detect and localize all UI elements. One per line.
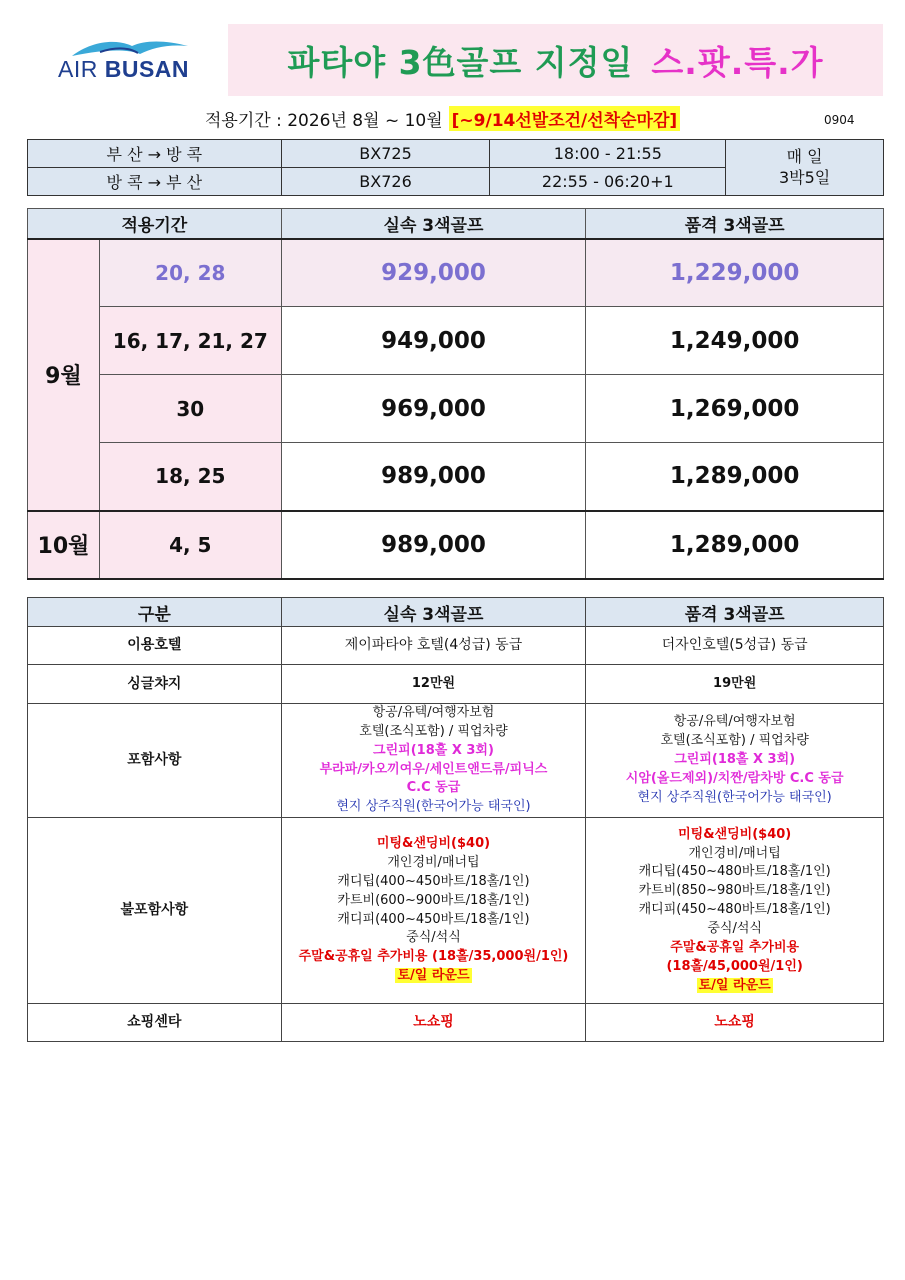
departure-days: 16, 17, 21, 27 xyxy=(99,307,281,375)
excluded-item: (18홀/45,000원/1인) xyxy=(666,958,803,974)
flight-route: 부 산 → 방 콕 xyxy=(28,140,282,168)
included-item: 현지 상주직원(한국어가능 태국인) xyxy=(336,799,531,815)
included-item: 그린피(18홀 X 3회) xyxy=(373,742,494,758)
departure-days: 20, 28 xyxy=(99,239,281,307)
basic-price: 989,000 xyxy=(281,443,586,511)
basic-price: 929,000 xyxy=(281,239,586,307)
included-item: 항공/유텍/여행자보험 xyxy=(372,705,495,720)
excluded-item: 캐디팁(450~480바트/18홀/1인) xyxy=(638,864,831,880)
excluded-item: 개인경비/매너팁 xyxy=(387,855,480,871)
basic-single-charge: 12만원 xyxy=(281,665,586,704)
detail-header-row xyxy=(28,598,884,627)
flight-table xyxy=(27,139,884,196)
excluded-item: 토/일 라운드 xyxy=(397,968,470,984)
flight-time: 18:00 - 21:55 xyxy=(490,140,726,168)
excluded-item: 개인경비/매너팁 xyxy=(688,845,781,861)
period-highlight: [~9/14선발조건/선착순마감] xyxy=(449,106,681,131)
document-code: 0904 xyxy=(824,113,855,127)
included-label: 포함사항 xyxy=(28,704,282,818)
flight-time: 22:55 - 06:20+1 xyxy=(490,168,726,196)
included-item: 호텔(조식포함) / 픽업차량 xyxy=(660,733,809,749)
price-row xyxy=(28,443,884,511)
flight-row xyxy=(28,140,884,168)
premium-price: 1,269,000 xyxy=(586,375,884,443)
frequency: 매 일 xyxy=(786,146,823,166)
header-period: 적용기간 xyxy=(28,209,282,239)
header-premium: 품격 3색골프 xyxy=(586,598,884,627)
shopping-row xyxy=(28,1004,884,1042)
air-busan-logo xyxy=(58,38,198,82)
included-item: 현지 상주직원(한국어가능 태국인) xyxy=(637,789,832,805)
excluded-item: 캐디피(450~480바트/18홀/1인) xyxy=(638,902,831,918)
included-item: 호텔(조식포함) / 픽업차량 xyxy=(359,723,508,739)
basic-excluded xyxy=(281,818,586,1004)
price-row xyxy=(28,307,884,375)
hotel-label: 이용호텔 xyxy=(28,627,282,665)
excluded-item: 카트비(850~980바트/18홀/1인) xyxy=(638,883,831,899)
detail-table xyxy=(27,597,884,1042)
flight-number: BX726 xyxy=(281,168,490,196)
month-label: 10월 xyxy=(28,511,100,579)
premium-shopping: 노쇼핑 xyxy=(586,1004,884,1042)
excluded-item: 중식/석식 xyxy=(707,920,762,936)
excluded-item: 카트비(600~900바트/18홀/1인) xyxy=(337,892,530,908)
excluded-item: 미팅&샌딩비($40) xyxy=(678,826,792,842)
excluded-item: 토/일 라운드 xyxy=(698,977,771,993)
flight-schedule xyxy=(726,140,884,196)
title-banner xyxy=(228,24,883,96)
included-row xyxy=(28,704,884,818)
price-row xyxy=(28,239,884,307)
banner-title: 파타야 3色골프 지정일 xyxy=(287,42,634,82)
premium-hotel: 더자인호텔(5성급) 동급 xyxy=(586,627,884,665)
departure-days: 18, 25 xyxy=(99,443,281,511)
period-text: 적용기간 : 2026년 8월 ~ 10월 xyxy=(205,111,443,131)
banner-special: 스.팟.특.가 xyxy=(651,42,824,82)
basic-included xyxy=(281,704,586,818)
excluded-label: 불포함사항 xyxy=(28,818,282,1004)
single-charge-row xyxy=(28,665,884,704)
included-item: 그린피(18홀 X 3회) xyxy=(674,752,796,768)
header-basic: 실속 3색골프 xyxy=(281,209,586,239)
price-row xyxy=(28,511,884,579)
header-premium: 품격 3색골프 xyxy=(586,209,884,239)
premium-excluded xyxy=(586,818,884,1004)
premium-price: 1,249,000 xyxy=(586,307,884,375)
departure-days: 4, 5 xyxy=(99,511,281,579)
included-item: 시암(올드제외)/치짠/람차방 C.C 동급 xyxy=(625,770,844,786)
logo-prefix: AIR xyxy=(58,56,98,82)
single-charge-label: 싱글챠지 xyxy=(28,665,282,704)
excluded-row xyxy=(28,818,884,1004)
application-period xyxy=(205,106,680,131)
included-item: C.C 동급 xyxy=(406,780,461,796)
premium-included xyxy=(586,704,884,818)
price-row xyxy=(28,375,884,443)
excluded-item: 중식/석식 xyxy=(406,930,461,946)
premium-price: 1,229,000 xyxy=(586,239,884,307)
price-table xyxy=(27,208,884,580)
logo-name: BUSAN xyxy=(104,56,190,82)
header-category: 구분 xyxy=(28,598,282,627)
basic-price: 949,000 xyxy=(281,307,586,375)
premium-single-charge: 19만원 xyxy=(586,665,884,704)
price-header-row xyxy=(28,209,884,239)
premium-price: 1,289,000 xyxy=(586,511,884,579)
basic-price: 969,000 xyxy=(281,375,586,443)
basic-shopping: 노쇼핑 xyxy=(281,1004,586,1042)
basic-price: 989,000 xyxy=(281,511,586,579)
logo-text xyxy=(58,56,189,83)
premium-price: 1,289,000 xyxy=(586,443,884,511)
header-basic: 실속 3색골프 xyxy=(281,598,586,627)
basic-hotel: 제이파타야 호텔(4성급) 동급 xyxy=(281,627,586,665)
excluded-item: 캐디피(400~450바트/18홀/1인) xyxy=(337,911,530,927)
excluded-item: 캐디팁(400~450바트/18홀/1인) xyxy=(337,873,530,889)
month-label: 9월 xyxy=(28,239,100,511)
excluded-item: 미팅&샌딩비($40) xyxy=(376,836,491,852)
included-item: 부라파/카오끼여우/세인트앤드류/피닉스 xyxy=(319,761,548,777)
departure-days: 30 xyxy=(99,375,281,443)
flight-number: BX725 xyxy=(281,140,490,168)
excluded-item: 주말&공휴일 추가비용 (18홀/35,000원/1인) xyxy=(298,949,569,965)
hotel-row xyxy=(28,627,884,665)
trip-duration: 3박5일 xyxy=(778,167,831,187)
included-item: 항공/유텍/여행자보험 xyxy=(673,714,796,730)
flight-route: 방 콕 → 부 산 xyxy=(28,168,282,196)
shopping-label: 쇼핑센타 xyxy=(28,1004,282,1042)
excluded-item: 주말&공휴일 추가비용 xyxy=(670,939,800,955)
